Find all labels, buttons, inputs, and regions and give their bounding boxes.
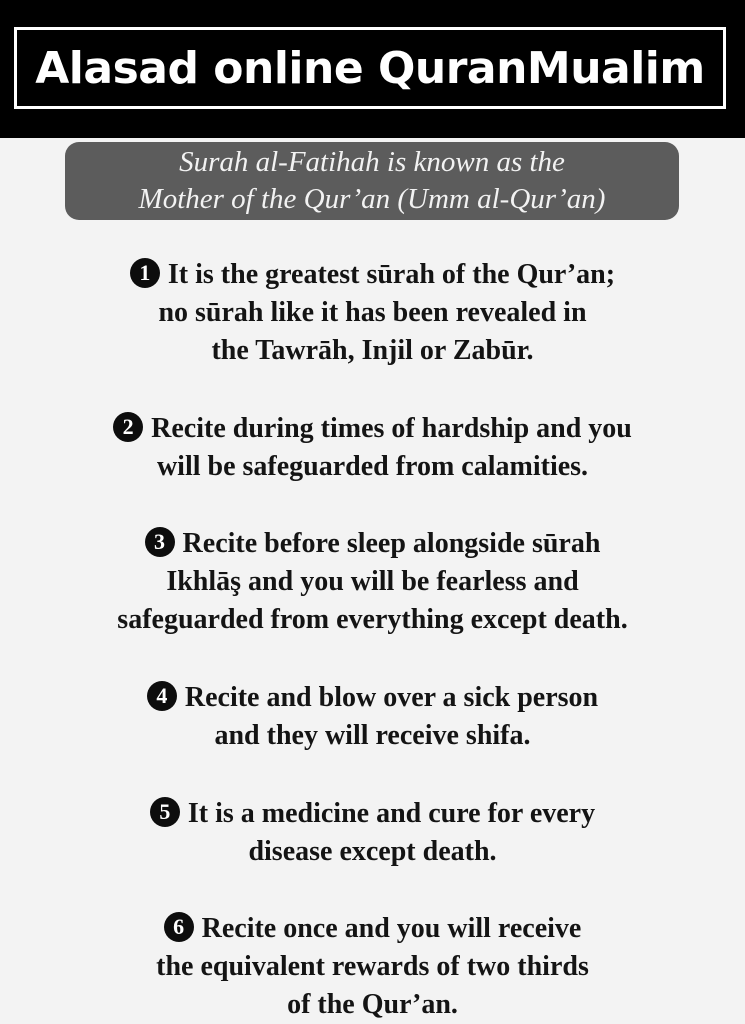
item-line: Recite and blow over a sick person (184, 682, 599, 713)
banner-line-1: Surah al-Fatihah is known as the (179, 146, 565, 178)
intro-banner (65, 142, 679, 220)
header-title-box (14, 27, 726, 109)
item-line: Ikhlāş and you will be fearless and (166, 566, 579, 597)
number-badge: 5 (150, 797, 180, 827)
header-band (0, 0, 745, 138)
list-item-3 (0, 525, 745, 639)
list-item-6 (0, 910, 745, 1024)
list-item-4 (0, 679, 745, 755)
list-item-1 (0, 256, 745, 370)
number-badge: 1 (130, 258, 160, 288)
item-line: the Tawrāh, Injil or Zabūr. (211, 335, 534, 366)
list-item-2 (0, 410, 745, 486)
banner-line-2: Mother of the Qur’an (Umm al-Qur’an) (138, 183, 606, 215)
number-badge: 4 (147, 681, 177, 711)
item-line: Recite during times of hardship and you (151, 413, 632, 444)
item-line: It is the greatest sūrah of the Qur’an; (167, 259, 616, 290)
page-title: Alasad online QuranMualim (35, 42, 705, 94)
item-line: and they will receive shifa. (214, 720, 531, 751)
item-line: It is a medicine and cure for every (187, 798, 596, 829)
item-line: safeguarded from everything except death. (117, 604, 628, 635)
item-line: Recite before sleep alongside sūrah (182, 528, 601, 559)
item-line: disease except death. (248, 836, 497, 867)
number-badge: 2 (113, 412, 143, 442)
number-badge: 3 (145, 527, 175, 557)
item-line: will be safeguarded from calamities. (156, 451, 589, 482)
item-line: Recite once and you will receive (201, 913, 582, 944)
item-line: no sūrah like it has been revealed in (158, 297, 587, 328)
item-line: the equivalent rewards of two thirds (156, 951, 589, 982)
item-line: of the Qur’an. (287, 989, 458, 1020)
list-item-5 (0, 795, 745, 871)
number-badge: 6 (164, 912, 194, 942)
